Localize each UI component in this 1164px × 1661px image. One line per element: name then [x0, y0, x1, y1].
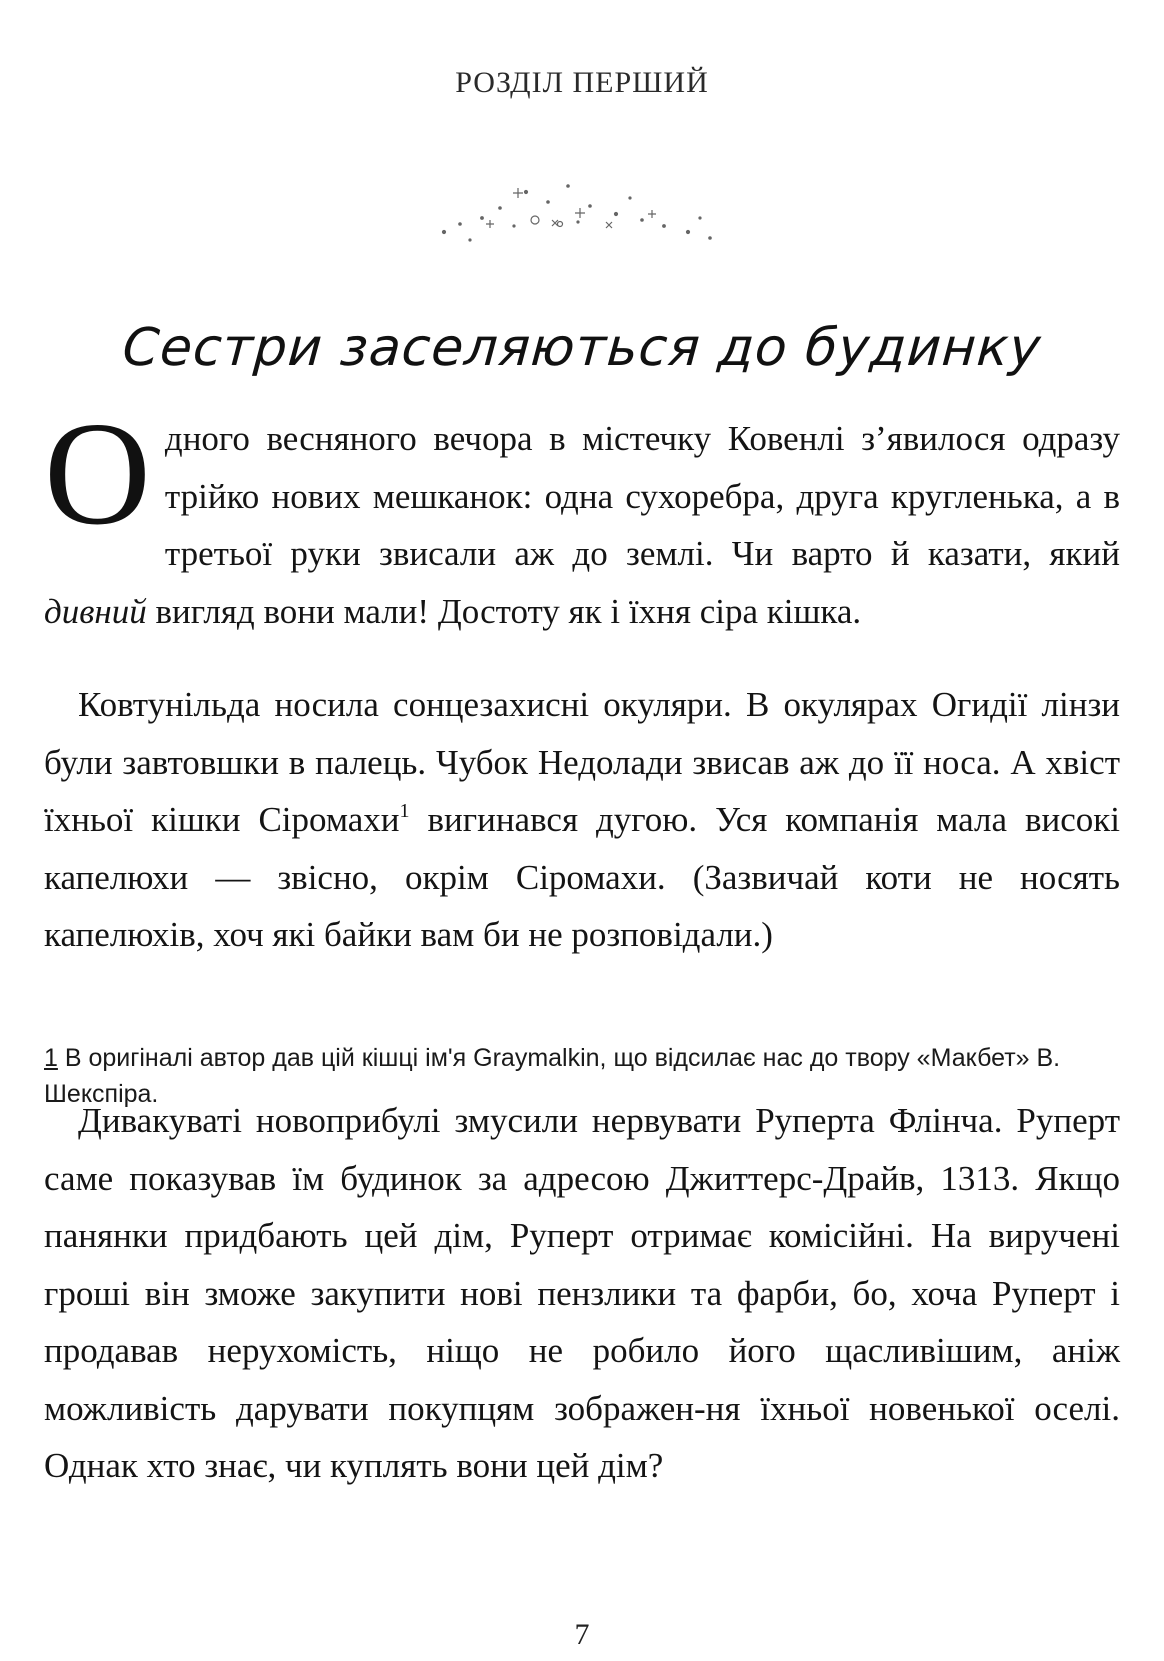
footnote-reference[interactable]: 1	[399, 800, 410, 822]
chapter-label: РОЗДІЛ ПЕРШИЙ	[455, 66, 709, 99]
paragraph-1-text-b: вигляд вони мали! Достоту як і їхня сіра кішка.	[146, 591, 862, 631]
sparkle-stars-icon	[430, 180, 720, 260]
page-number: 7	[574, 1618, 590, 1651]
drop-cap: О	[44, 392, 151, 556]
paragraph-1-text-a: дного весняного вечора в містечку Ковенлі з’явилося одразу трійко нових мешканок: одна сухоребра, друга кругленька, а в третьої руки звисали аж до землі. Чи варто й казати, який	[164, 419, 1120, 573]
chapter-title: Сестри заселяються до будинку	[120, 318, 1044, 378]
paragraph-2-text-b: вигинався дугою. Уся компанія мала високі капелюхи — звісно, окрім Сіромахи. (Зазвичай коти не носять капелюхів, хоч які байки вам би не розповідали.)	[44, 800, 1120, 954]
paragraph-3: Дивакуваті новоприбулі змусили нервувати Руперта Флінча. Руперт саме показував їм будинок за адресою Джиттерс-Драйв, 1313. Якщо панянки придбають цей дім, Руперт отримає комісійні. На виручені гроші він зможе закупити нові пензлики та фарби, бо, хоча Руперт і продавав нерухомість, ніщо не робило його щасливішим, аніж можливість дарувати покупцям зображен-ня їхньої новенької оселі. Однак хто знає, чи куплять вони цей дім?	[44, 1101, 1120, 1485]
footnote-number[interactable]: 1	[44, 1044, 58, 1072]
footnote-text: В оригіналі автор дав цій кішці ім'я Graymalkin, що відсилає нас до твору «Макбет» В. Шекспіра.	[44, 1044, 1061, 1108]
paragraph-2-text-a: Ковтунільда носила сонцезахисні окуляри. В окулярах Огидії лінзи були завтовшки в палець. Чубок Недолади звисав аж до її носа. А хвіст їхньої кішки Сіромахи	[44, 685, 1120, 839]
italic-word: дивний	[44, 591, 147, 631]
paragraph-2	[44, 676, 1120, 964]
paragraph-1	[44, 392, 1120, 640]
